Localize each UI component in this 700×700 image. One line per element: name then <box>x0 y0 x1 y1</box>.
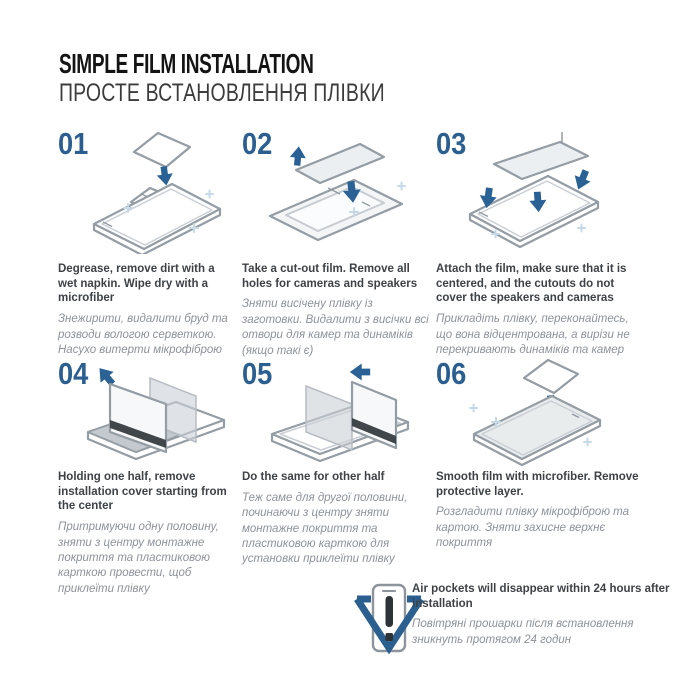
step-01-en: Degrease, remove dirt with a wet napkin. Wipe dry with a microfiber <box>58 263 215 305</box>
step-02-number: 02 <box>242 126 273 161</box>
step-05-illustration-icon <box>262 362 422 470</box>
step-02-uk: Зняти висічену плівку із заготовки. Видалити з висічки всі отвори для камер та динаміків (якщо такі є) <box>242 298 429 357</box>
step-06-en: Smooth film with microfiber. Remove protective layer. <box>436 471 639 498</box>
step-01-number: 01 <box>58 126 89 161</box>
step-06-number: 06 <box>436 356 467 391</box>
step-05-uk: Теж саме для другої половини, починаючи з центру зняти монтажне покриття та пластиковою карткою для установки приклеїти плівку <box>242 491 408 566</box>
step-04-uk: Притримуючи одну половину, зняти з центру монтажне покриття та пластиковою карткою провести, щоб приклеїти плівку <box>58 521 219 595</box>
step-05-en: Do the same for other half <box>242 471 385 483</box>
header <box>59 50 477 106</box>
step-05-number: 05 <box>242 356 273 391</box>
page-title: SIMPLE FILM INSTALLATION <box>59 48 314 79</box>
step-04-illustration-icon <box>80 364 240 470</box>
step-05-text <box>242 470 437 568</box>
step-01-uk: Знежирити, видалити бруд та розводи вологою серветкою. Насухо витерти мікрофіброю <box>58 313 228 356</box>
step-03-text <box>436 262 641 358</box>
step-02-illustration-icon <box>262 130 422 254</box>
step-06-illustration-icon <box>460 358 620 470</box>
step-06-uk: Розгладити плівку мікрофіброю та картою. Зняти захисне верхнє покриття <box>436 506 630 550</box>
step-02-text <box>242 262 432 359</box>
page-subtitle: ПРОСТЕ ВСТАНОВЛЕННЯ ПЛІВКИ <box>59 78 385 107</box>
step-02-en: Take a cut-out film. Remove all holes for cameras and speakers <box>242 263 418 290</box>
warning-text <box>412 582 670 648</box>
step-03 <box>436 126 641 356</box>
warning-uk: Повітряні прошарки після встановлення зникнуть протягом 24 годин <box>412 618 634 646</box>
step-03-illustration-icon <box>458 130 618 254</box>
step-03-number: 03 <box>436 126 467 161</box>
warning-en: Air pockets will disappear within 24 hours after installation <box>412 583 670 610</box>
step-03-en: Attach the film, make sure that it is centered, and the cutouts do not cover the speakers and cameras <box>436 263 627 305</box>
step-04-en: Holding one half, remove installation cover starting from the center <box>58 471 227 513</box>
step-01 <box>58 126 233 356</box>
step-04 <box>58 356 238 595</box>
step-04-text <box>58 470 238 597</box>
step-01-illustration-icon <box>86 130 236 254</box>
step-02 <box>242 126 432 357</box>
step-04-number: 04 <box>58 356 89 391</box>
step-05 <box>242 356 437 566</box>
step-01-text <box>58 262 233 358</box>
step-06 <box>436 356 641 550</box>
step-03-uk: Прикладіть плівку, переконайтесь, що вона відцентрована, а вирізи не перекривають динаміків та камер <box>436 313 630 356</box>
step-06-text <box>436 470 641 552</box>
